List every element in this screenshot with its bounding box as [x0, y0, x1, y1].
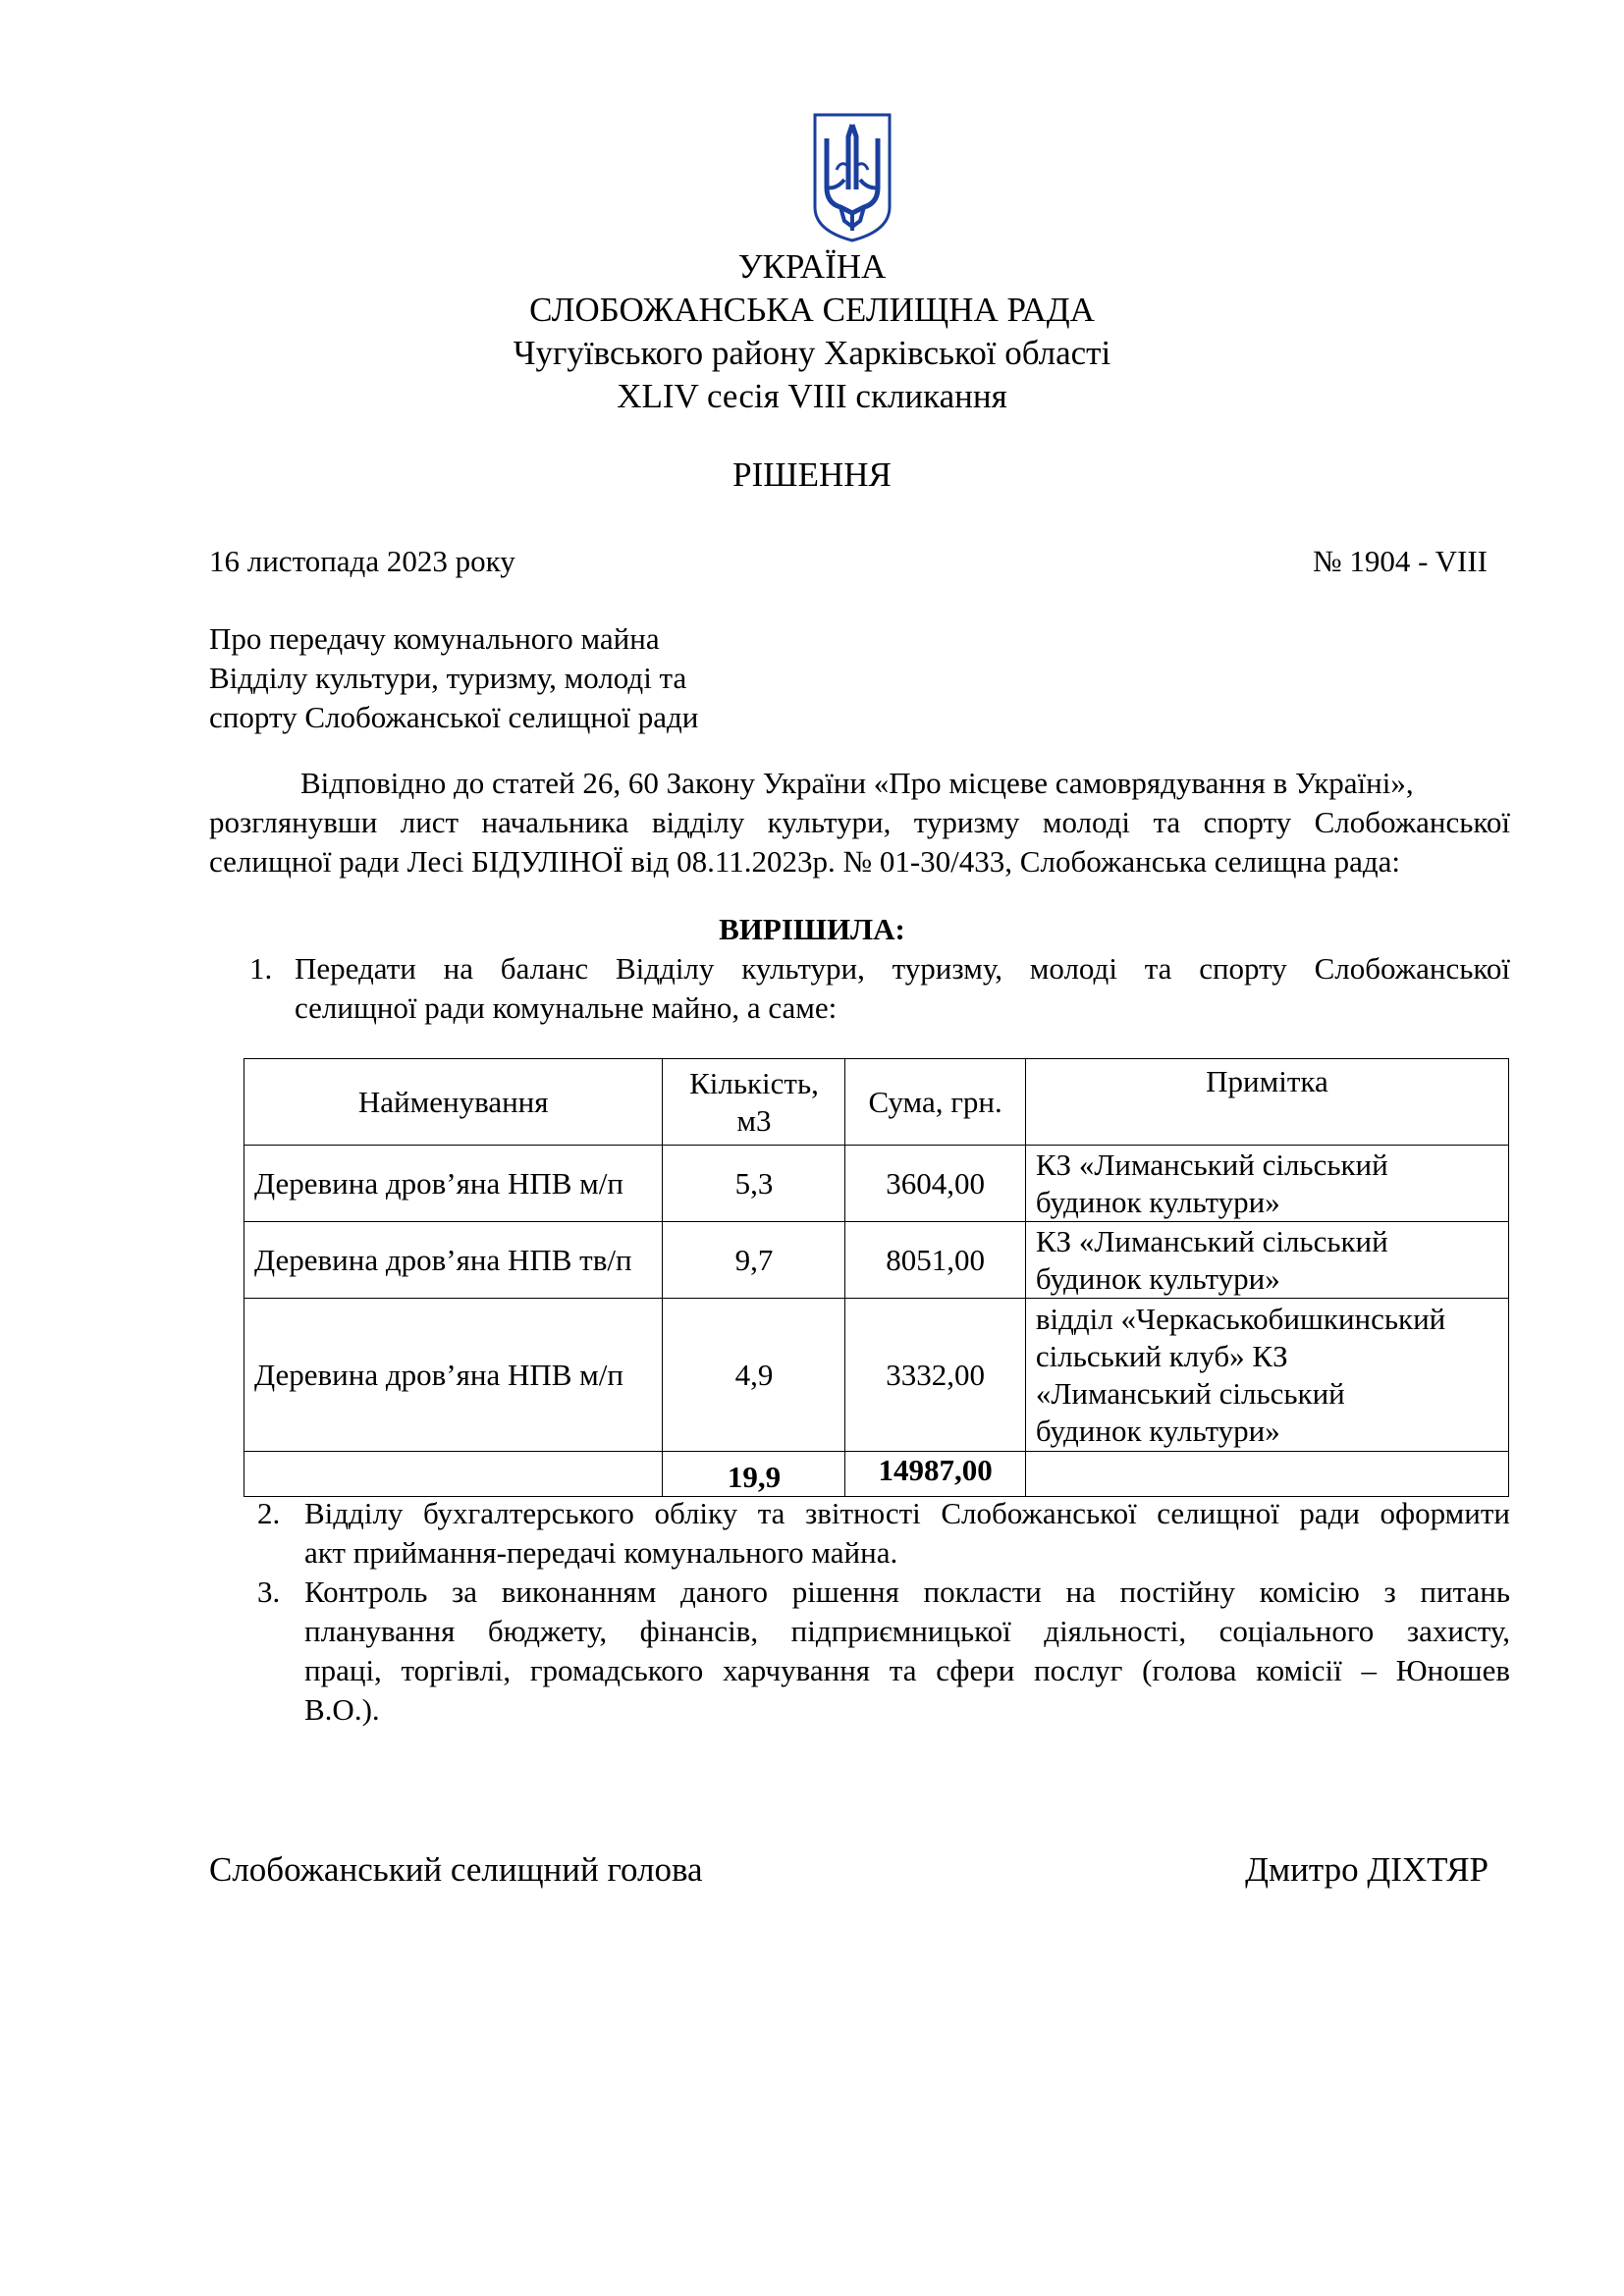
row-note-line: КЗ «Лиманський сільський [1035, 1223, 1388, 1258]
item-3-line: Контроль за виконанням даного рішення покласти на постійну комісію з питань [304, 1575, 1510, 1609]
row-sum: 8051,00 [845, 1222, 1025, 1299]
row-name: Деревина дров’яна НПВ м/п [244, 1146, 663, 1222]
preamble-line: розглянувши лист начальника відділу культури, туризму молоді та спорту Слобожанської [209, 805, 1510, 839]
item-2-line: Відділу бухгалтерського обліку та звітності Слобожанської селищної ради оформити [304, 1496, 1510, 1530]
item-2-line: акт приймання-передачі комунального майна. [304, 1535, 898, 1570]
signature-name: Дмитро ДІХТЯР [1245, 1850, 1489, 1889]
total-quantity: 19,9 [663, 1452, 845, 1497]
item-1-line: селищної ради комунальне майно, а саме: [295, 990, 838, 1025]
subject-line: Про передачу комунального майна [209, 621, 660, 656]
row-sum: 3332,00 [845, 1299, 1025, 1452]
header-sum: Сума, грн. [845, 1059, 1025, 1146]
item-number: 1. [249, 951, 273, 986]
total-empty-cell [1025, 1452, 1508, 1497]
preamble-line: Відповідно до статей 26, 60 Закону України «Про місцеве самоврядування в Україні», [300, 766, 1414, 800]
decision-date: 16 листопада 2023 року [209, 544, 515, 578]
row-note-line: відділ «Черкаськобишкинський [1035, 1301, 1446, 1336]
preamble-line: селищної ради Лесі БІДУЛІНОЇ від 08.11.2023р. № 01-30/433, Слобожанська селищна рада: [209, 844, 1401, 879]
row-sum: 3604,00 [845, 1146, 1025, 1222]
row-quantity: 5,3 [663, 1146, 845, 1222]
row-note [1025, 1146, 1508, 1222]
row-note-line: будинок культури» [1035, 1184, 1280, 1219]
header-quantity-line: Кількість, [689, 1065, 819, 1100]
total-sum: 14987,00 [845, 1452, 1025, 1497]
session-title: XLIV сесія VIII скликання [617, 377, 1007, 415]
signature-title: Слобожанський селищний голова [209, 1850, 703, 1889]
document-type: РІШЕННЯ [732, 455, 892, 494]
row-note-line: «Лиманський сільський [1035, 1375, 1345, 1411]
item-number: 3. [257, 1575, 281, 1609]
total-empty-cell [244, 1452, 663, 1497]
row-quantity: 9,7 [663, 1222, 845, 1299]
row-quantity: 4,9 [663, 1299, 845, 1452]
subject-line: Відділу культури, туризму, молоді та [209, 661, 687, 695]
header-note: Примітка [1025, 1059, 1508, 1146]
table-row [244, 1146, 1509, 1222]
row-note [1025, 1222, 1508, 1299]
item-1-line: Передати на баланс Відділу культури, туризму, молоді та спорту Слобожанської [295, 951, 1510, 986]
decided-heading: ВИРІШИЛА: [719, 912, 905, 946]
item-number: 2. [257, 1496, 281, 1530]
council-title: СЛОБОЖАНСЬКА СЕЛИЩНА РАДА [529, 291, 1095, 329]
table-row [244, 1299, 1509, 1452]
row-name: Деревина дров’яна НПВ м/п [244, 1299, 663, 1452]
header-quantity [663, 1059, 845, 1146]
item-3-line: В.О.). [304, 1692, 380, 1727]
trident-emblem-icon [811, 111, 893, 244]
row-note-line: КЗ «Лиманський сільський [1035, 1147, 1388, 1182]
row-note-line: будинок культури» [1035, 1260, 1280, 1296]
table-row [244, 1222, 1509, 1299]
header-name: Найменування [244, 1059, 663, 1146]
item-3-line: праці, торгівлі, громадського харчування та сфери послуг (голова комісії – Юношев [304, 1653, 1510, 1687]
decision-number: № 1904 - VIII [1313, 544, 1488, 578]
row-name: Деревина дров’яна НПВ тв/п [244, 1222, 663, 1299]
item-3-line: планування бюджету, фінансів, підприємницької діяльності, соціального захисту, [304, 1614, 1510, 1648]
row-note-line: будинок культури» [1035, 1413, 1280, 1448]
row-note [1025, 1299, 1508, 1452]
table-total-row [244, 1452, 1509, 1497]
subject-line: спорту Слобожанської селищної ради [209, 700, 699, 734]
header-quantity-unit: м3 [736, 1102, 772, 1138]
row-note-line: сільський клуб» КЗ [1035, 1338, 1288, 1373]
table-header-row [244, 1059, 1509, 1146]
property-table [244, 1058, 1509, 1497]
country-title: УКРАЇНА [737, 247, 887, 286]
district-title: Чугуївського району Харківської області [513, 334, 1111, 372]
